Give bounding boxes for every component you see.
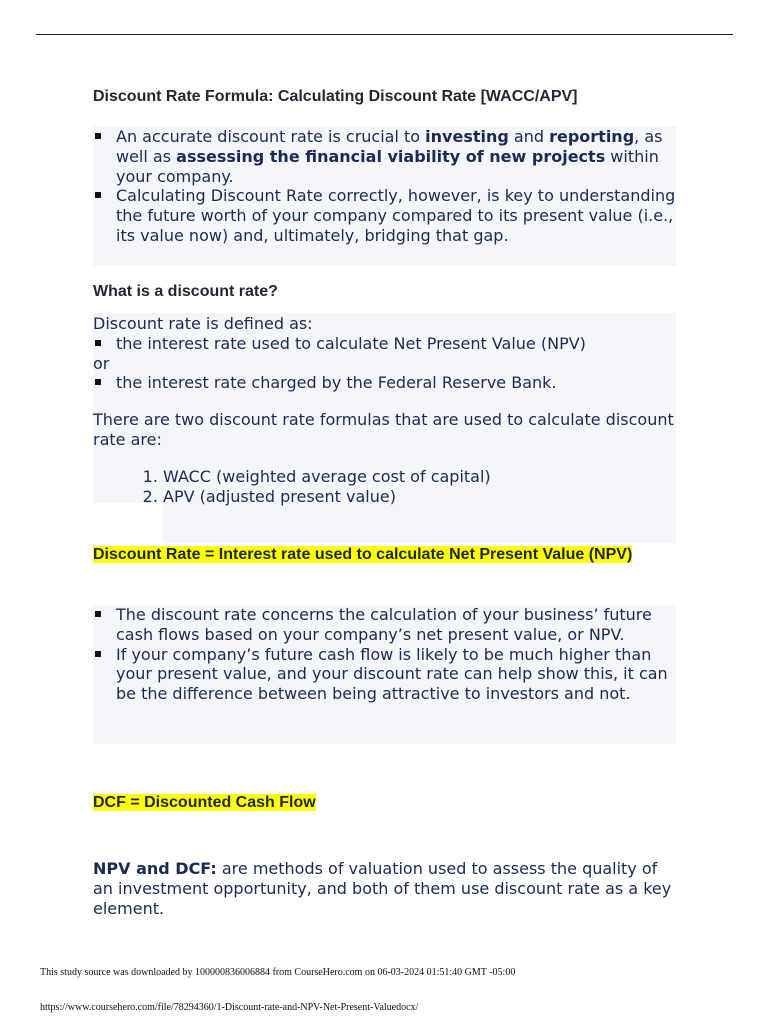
npv-dcf-text: are methods of valuation used to assess the quality of an investment opportunity, and both of them use discount rate as a key element. xyxy=(93,859,672,918)
npv-bullet-item: The discount rate concerns the calculation of your business’ future cash flows based on your company’s net present value, or NPV. xyxy=(93,605,676,645)
top-rule xyxy=(36,34,733,35)
bold-phrase: investing xyxy=(425,127,509,146)
formula-item-wacc: 1. WACC (weighted average cost of capital) xyxy=(163,467,676,487)
source-url: https://www.coursehero.com/file/78294360/1-Discount-rate-and-NPV-Net-Present-Valuedocx/ xyxy=(40,1002,419,1013)
definition-shaded-box xyxy=(93,313,676,543)
intro-shaded-box xyxy=(93,126,676,266)
intro-bullet-item xyxy=(93,186,676,245)
or-text: or xyxy=(93,353,110,373)
text-run: and xyxy=(508,127,550,146)
definition-item-npv: the interest rate used to calculate Net Present Value (NPV) xyxy=(93,334,676,354)
npv-dcf-lead: NPV and DCF: xyxy=(93,859,217,878)
text-run: An accurate discount rate is crucial to xyxy=(116,127,426,146)
what-is-heading: What is a discount rate? xyxy=(93,283,278,300)
npv-dcf-paragraph xyxy=(93,859,677,918)
download-note: This study source was downloaded by 100000836006884 from CourseHero.com on 06-03-2024 01:51:40 GMT -05:00 xyxy=(40,967,516,978)
bold-phrase: reporting xyxy=(549,127,635,146)
two-formulas-text: There are two discount rate formulas that are used to calculate discount rate are: xyxy=(93,410,674,449)
npv-bullet-item: If your company’s future cash flow is likely to be much higher than your present value, and your discount rate can help show this, it can be the difference between being attractive to investors and not. xyxy=(93,645,676,704)
dcf-heading: DCF = Discounted Cash Flow xyxy=(93,794,316,811)
page-title: Discount Rate Formula: Calculating Discount Rate [WACC/APV] xyxy=(93,88,578,105)
bold-phrase: assessing the financial viability of new projects xyxy=(176,146,606,166)
npv-bullet-list xyxy=(93,605,676,704)
defined-as-text: Discount rate is defined as: xyxy=(93,314,313,333)
text-run: within your company. xyxy=(116,146,659,186)
npv-heading: Discount Rate = Interest rate used to calculate Net Present Value (NPV) xyxy=(93,546,633,563)
intro-bullet-item xyxy=(93,127,676,186)
intro-bullet-list xyxy=(93,126,676,246)
npv-shaded-box xyxy=(93,605,676,744)
definition-item-fed: the interest rate charged by the Federal Reserve Bank. xyxy=(93,373,676,393)
formula-item-apv: 2. APV (adjusted present value) xyxy=(163,487,676,507)
formula-list xyxy=(93,467,676,507)
text-run: , as well as xyxy=(116,127,663,166)
text-run: Calculating Discount Rate correctly, however, is key to understanding the future worth of your company compared to its present value (i.e., its value now) and, ultimately, bridging that gap. xyxy=(116,186,676,245)
